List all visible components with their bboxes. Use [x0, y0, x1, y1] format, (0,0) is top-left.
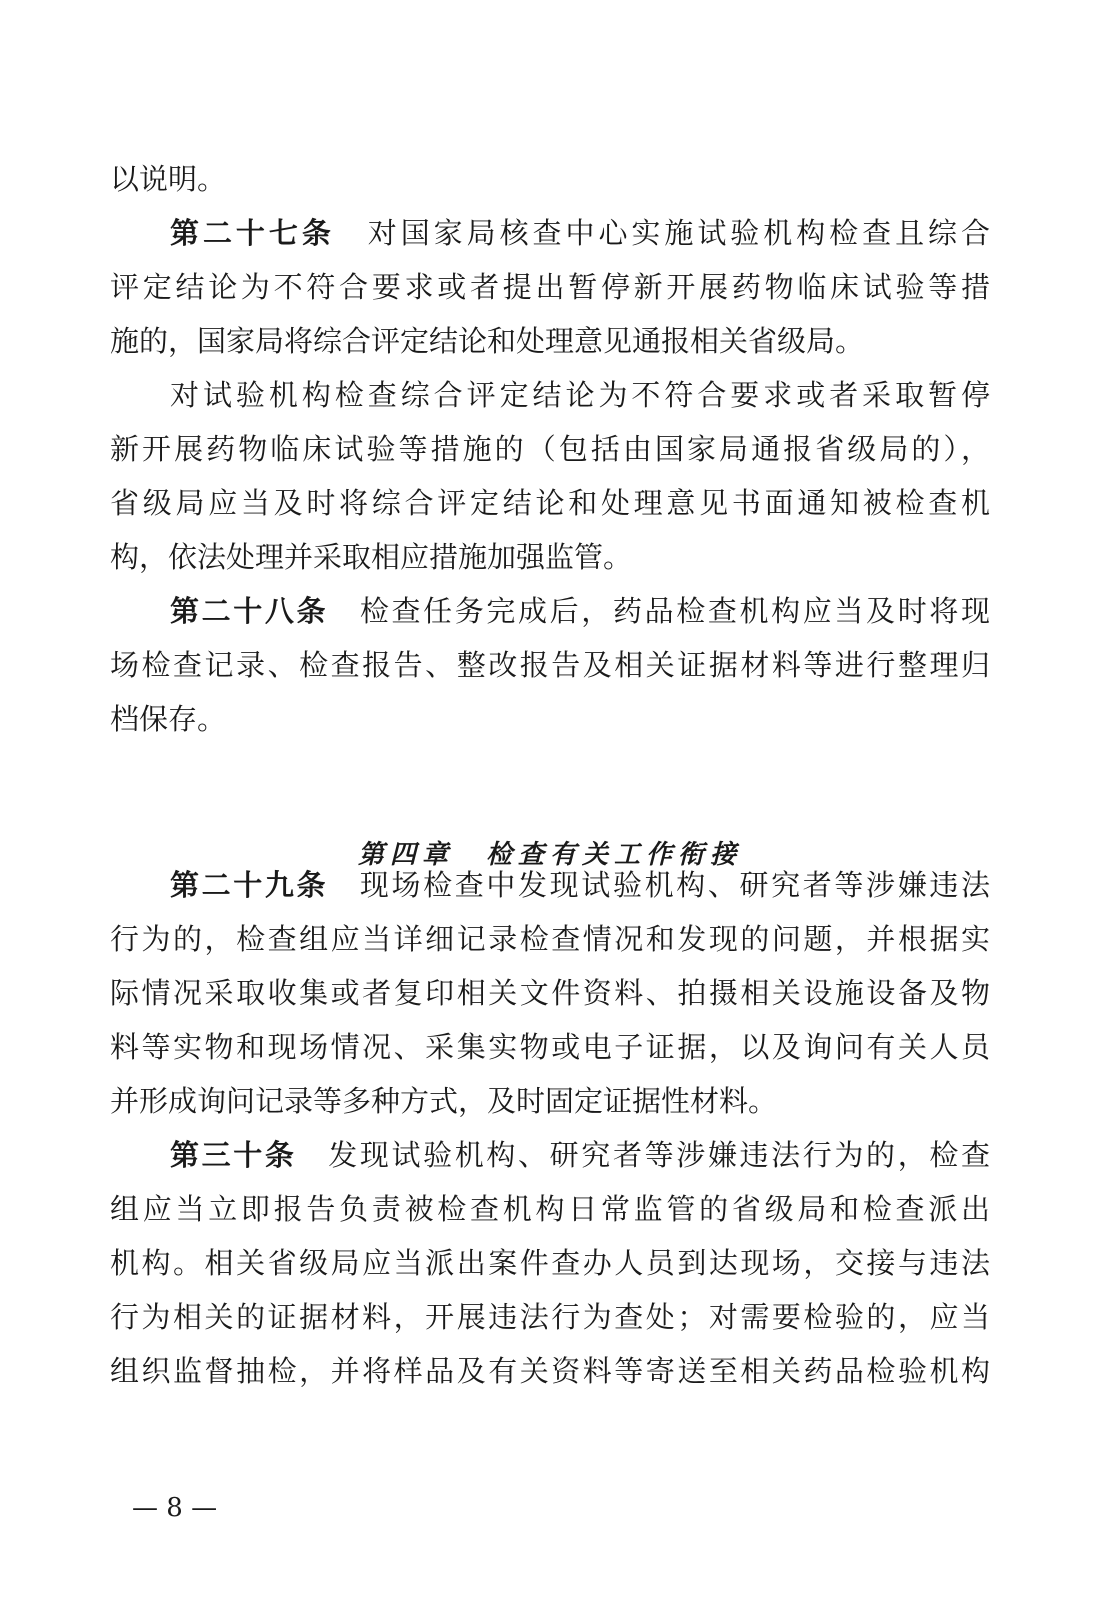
article-30-text: 发现试验机构、研究者等涉嫌违法行为的，检查 — [328, 1138, 990, 1172]
article-27-line-3: 施的，国家局将综合评定结论和处理意见通报相关省级局。 — [110, 324, 865, 358]
article-29-line-2: 行为的，检查组应当详细记录检查情况和发现的问题，并根据实 — [110, 922, 990, 956]
article-30-spacer — [297, 1138, 329, 1172]
article-28-line-3: 档保存。 — [110, 702, 227, 736]
chapter-title: 第四章 检查有关工作衔接 — [357, 840, 742, 870]
article-28-line-2: 场检查记录、检查报告、整改报告及相关证据材料等进行整理归 — [110, 648, 990, 682]
article-28-text: 检查任务完成后，药品检查机构应当及时将现 — [359, 594, 990, 628]
article-30-line-2: 组应当立即报告负责被检查机构日常监管的省级局和检查派出 — [110, 1192, 990, 1226]
page-number: — 8 — — [132, 1493, 218, 1523]
article-30-line-4: 行为相关的证据材料，开展违法行为查处；对需要检验的，应当 — [110, 1300, 990, 1334]
article-28-spacer — [328, 594, 360, 628]
article-29-spacer — [328, 868, 360, 902]
article-29-text: 现场检查中发现试验机构、研究者等涉嫌违法 — [359, 868, 990, 902]
article-27-spacer — [335, 216, 368, 250]
article-28-line-1 — [110, 588, 990, 634]
article-27-text: 对国家局核查中心实施试验机构检查且综合 — [367, 216, 990, 250]
article-29-line-3: 际情况采取收集或者复印相关文件资料、拍摄相关设施设备及物 — [110, 976, 990, 1010]
article-27-para2-line-4: 构，依法处理并采取相应措施加强监管。 — [110, 540, 633, 574]
article-28-heading: 第二十八条 — [170, 594, 329, 628]
article-27-line-2: 评定结论为不符合要求或者提出暂停新开展药物临床试验等措 — [110, 270, 990, 304]
article-27-para2-line-1: 对试验机构检查综合评定结论为不符合要求或者采取暂停 — [170, 378, 990, 412]
article-30-line-3: 机构。相关省级局应当派出案件查办人员到达现场，交接与违法 — [110, 1246, 990, 1280]
article-27-para2-line-3: 省级局应当及时将综合评定结论和处理意见书面通知被检查机 — [110, 486, 990, 520]
article-30-heading: 第三十条 — [170, 1138, 297, 1172]
article-30-line-5: 组织监督抽检，并将样品及有关资料等寄送至相关药品检验机构 — [110, 1354, 990, 1388]
article-29-line-4: 料等实物和现场情况、采集实物或电子证据，以及询问有关人员 — [110, 1030, 990, 1064]
article-29-heading: 第二十九条 — [170, 868, 329, 902]
article-27-para2-line-2: 新开展药物临床试验等措施的（包括由国家局通报省级局的）， — [110, 432, 990, 466]
article-29-line-5: 并形成询问记录等多种方式，及时固定证据性材料。 — [110, 1084, 778, 1118]
article-27-line-1 — [110, 210, 990, 256]
article-27-heading: 第二十七条 — [170, 216, 335, 250]
article-29-line-1 — [110, 862, 990, 908]
article-30-line-1 — [110, 1132, 990, 1178]
paragraph-line: 以说明。 — [110, 162, 227, 196]
